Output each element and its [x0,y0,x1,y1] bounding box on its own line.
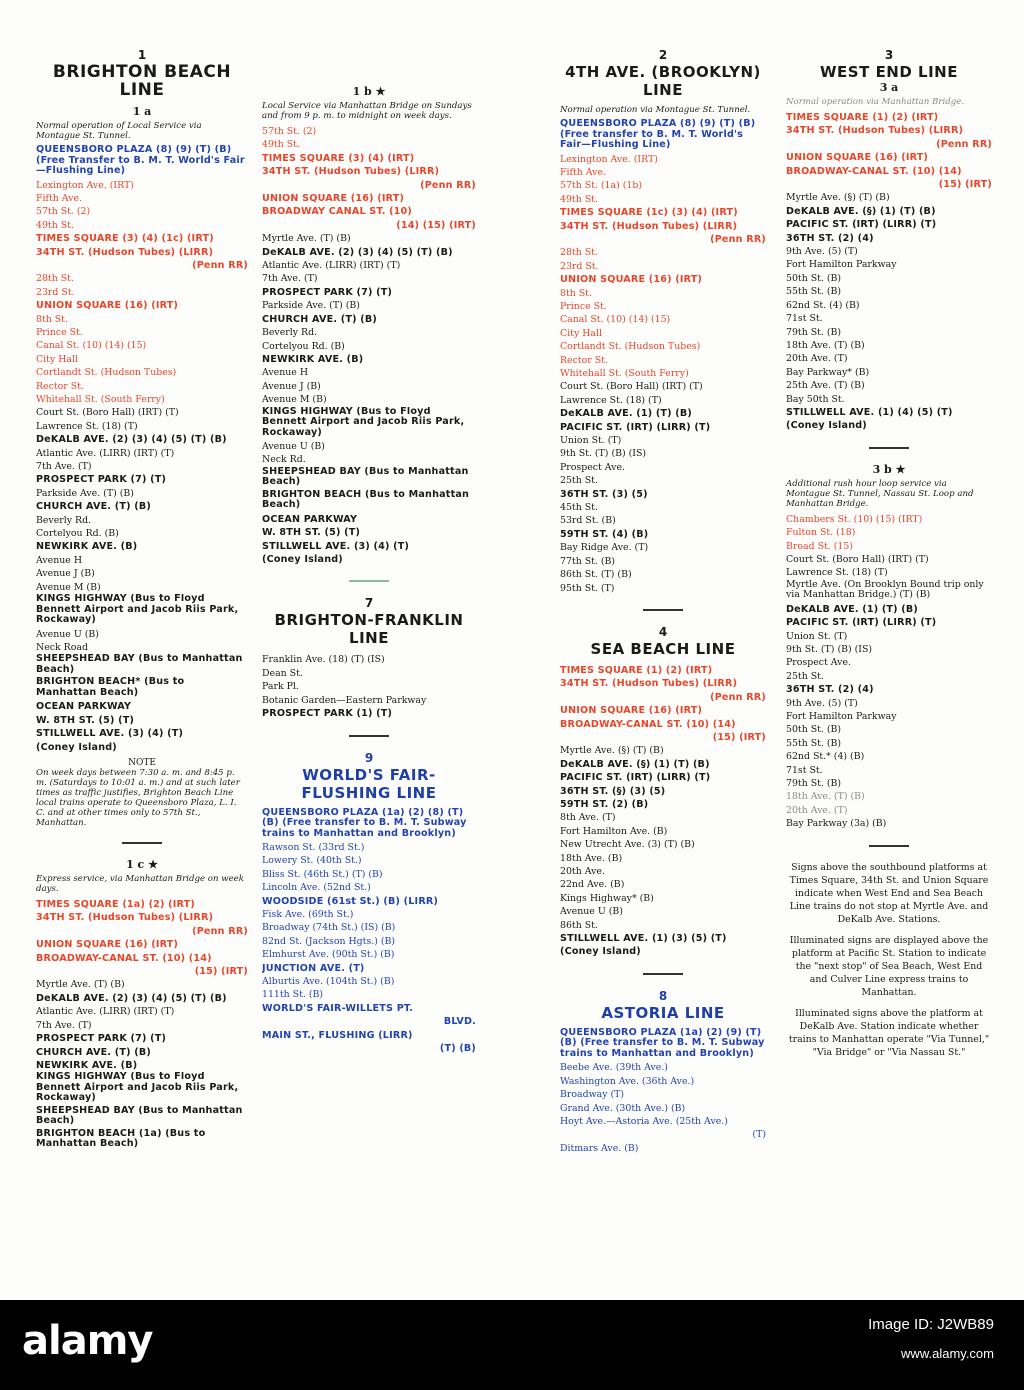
station-entry: Cortelyou Rd. (B) [262,340,345,352]
station-entry: Fort Hamilton Ave. (B) [560,825,668,837]
station-entry: 62nd St.* (4) (B) [786,751,865,763]
station-entry: Alburtis Ave. (104th St.) (B) [262,976,395,988]
station-entry: (Penn RR) [710,691,766,703]
station-entry: 20th Ave. (T) [786,353,848,365]
station-entry: SHEEPSHEAD BAY (Bus to Manhattan Beach) [36,1105,243,1127]
station-entry: MAIN ST., FLUSHING (LIRR) [262,1029,413,1041]
station-entry: (14) (15) (IRT) [396,219,476,231]
station-entry: 25th St. [786,670,824,682]
station-entry: BRIGHTON BEACH (Bus to Manhattan Beach) [262,489,470,511]
info-paragraph: Illuminated signs are displayed above the platform at Pacific St. Station to indicate the "next stop" of Sea Beach, West End and Culver Line express trains to Manhattan. [789,934,989,998]
station-entry: 8th Ave. (T) [560,812,616,824]
station-entry: DeKALB AVE. (§) (1) (T) (B) [786,205,936,217]
station-entry: DeKALB AVE. (2) (3) (4) (5) (T) (B) [36,434,227,446]
note-heading: NOTE [128,758,156,769]
station-entry: (Penn RR) [192,259,248,271]
station-entry: Elmhurst Ave. (90th St.) (B) [262,949,395,961]
station-entry: 57th St. (2) [36,206,91,218]
station-entry: Lawrence St. (18) (T) [560,394,662,406]
station-entry: Lawrence St. (18) (T) [786,567,888,579]
station-entry: New Utrecht Ave. (3) (T) (B) [560,839,695,851]
column-2 [262,44,476,1056]
station-entry: DeKALB AVE. (1) (T) (B) [560,408,692,420]
station-entry: Avenue U (B) [560,906,623,918]
station-entry: Myrtle Ave. (T) (B) [262,233,351,245]
station-entry: KINGS HIGHWAY (Bus to Floyd Bennett Airport and Jacob Riis Park, Rockaway) [36,1072,239,1104]
line-title: 4TH AVE. (BROOKLYN) LINE [565,63,761,99]
station-entry: Rector St. [36,380,84,392]
station-entry: 79th St. (B) [786,326,842,338]
station-entry: Cortlandt St. (Hudson Tubes) [560,341,701,353]
station-entry: Avenue H [262,367,309,379]
line-number: 7 [364,596,374,611]
station-entry: (Coney Island) [262,554,343,566]
station-entry: CHURCH AVE. (T) (B) [262,313,377,325]
station-entry: KINGS HIGHWAY (Bus to Floyd Bennett Airport and Jacob Riis Park, Rockaway) [36,594,239,626]
station-entry: Myrtle Ave. (§) (T) (B) [786,192,890,204]
station-entry: Avenue U (B) [262,441,325,453]
station-entry: 34TH ST. (Hudson Tubes) (LIRR) [36,912,214,924]
station-entry: Fulton St. (18) [786,527,856,539]
service-note: Normal operation of Local Service via Montague St. Tunnel. [36,121,202,141]
station-entry: Prospect Ave. [786,657,852,669]
station-entry: 49th St. [560,193,598,205]
station-entry: DeKALB AVE. (§) (1) (T) (B) [560,758,710,770]
station-entry: UNION SQUARE (16) (IRT) [560,274,703,286]
line-title: ASTORIA LINE [601,1003,725,1022]
station-entry: BRIGHTON BEACH (1a) (Bus to Manhattan Beach) [36,1128,206,1150]
station-entry: JUNCTION AVE. (T) [262,962,365,974]
station-entry: 53rd St. (B) [560,515,616,527]
station-list [36,898,248,1152]
station-entry: 7th Ave. (T) [262,273,318,285]
station-list [262,653,476,720]
station-entry: Avenue M (B) [36,581,101,593]
station-entry: Parkside Ave. (T) (B) [36,487,134,499]
station-entry: Fifth Ave. [560,166,606,178]
station-entry: BROADWAY CANAL ST. (10) [262,206,413,218]
divider [869,447,909,449]
station-entry: TIMES SQUARE (3) (4) (1c) (IRT) [36,233,214,245]
station-entry: UNION SQUARE (16) (IRT) [786,152,929,164]
station-entry: Myrtle Ave. (§) (T) (B) [560,745,664,757]
station-entry: PROSPECT PARK (1) (T) [262,708,393,720]
divider [349,735,389,737]
station-entry: 28th St. [560,247,598,259]
line-number: 3 [884,48,894,62]
divider [869,845,909,847]
station-entry: STILLWELL AVE. (1) (3) (5) (T) [560,933,727,945]
station-entry: PACIFIC ST. (IRT) (LIRR) (T) [560,421,711,433]
station-entry: 7th Ave. (T) [36,461,92,473]
station-entry: City Hall [560,327,602,339]
station-entry: 8th St. [560,287,592,299]
station-entry: 34TH ST. (Hudson Tubes) (LIRR) [786,125,964,137]
station-entry: TIMES SQUARE (1a) (2) (IRT) [36,899,196,911]
station-entry: 62nd St. (4) (B) [786,299,860,311]
station-entry: Union St. (T) [560,435,622,447]
service-note: On week days between 7:30 a. m. and 8:45 p. m. (Saturdays to 10:01 a. m.) and at such later times as traffic justifies, Brighton Beach Line local trains operate to Queensboro Plaza, L. I. C. and at other times only to 57th St., Manhattan. [36,768,240,829]
station-entry: Lexington Ave. (IRT) [36,179,134,191]
station-entry: Chambers St. (10) (15) (IRT) [786,513,923,525]
station-entry: 36TH ST. (3) (5) [560,488,648,500]
station-entry: W. 8TH ST. (5) (T) [36,714,135,726]
station-entry: 57th St. (1a) (1b) [560,180,642,192]
station-entry: Myrtle Ave. (T) (B) [36,979,125,991]
station-list [786,513,992,831]
station-entry: W. 8TH ST. (5) (T) [262,527,361,539]
station-entry: Whitehall St. (South Ferry) [36,394,165,405]
station-entry: Rawson St. (33rd St.) [262,842,365,853]
station-entry: UNION SQUARE (16) (IRT) [560,705,703,717]
station-entry: UNION SQUARE (16) (IRT) [36,300,179,312]
station-entry: (Coney Island) [786,420,867,432]
station-entry: PROSPECT PARK (7) (T) [36,474,167,486]
station-entry: 55th St. (B) [786,286,842,298]
station-entry: QUEENSBORO PLAZA (1a) (2) (9) (T) (B) (Free transfer to B. M. T. Subway trains to Manhattan and Brooklyn) [560,1027,765,1059]
station-entry: Canal St. (10) (14) (15) [560,314,671,326]
station-entry: PROSPECT PARK (7) (T) [36,1033,167,1045]
station-entry: UNION SQUARE (16) (IRT) [36,939,179,951]
station-entry: Broad St. (15) [786,540,853,552]
info-paragraph: Illuminated signs above the platform at DeKalb Ave. Station indicate whether trains to Manhattan operate "Via Tunnel," "Via Bridge" or "Via Nassau St." [788,1007,990,1058]
site-url: www.alamy.com [901,1346,994,1361]
station-entry: Avenue J (B) [36,568,95,580]
station-entry: Avenue M (B) [262,394,327,406]
station-entry: Fort Hamilton Parkway [786,259,897,271]
image-id: Image ID: J2WB89 [868,1316,994,1333]
watermark-footer [0,1300,1024,1390]
line-number: 4 [658,624,668,639]
station-entry: Atlantic Ave. (LIRR) (IRT) (T) [262,260,401,272]
station-entry: Atlantic Ave. (LIRR) (IRT) (T) [36,1006,175,1018]
service-label: 3 a [879,81,899,94]
service-label: 1 b ★ [352,85,386,98]
station-entry: Court St. (Boro Hall) (IRT) (T) [560,381,703,393]
station-list [786,111,992,433]
station-entry: TIMES SQUARE (1c) (3) (4) (IRT) [560,207,738,219]
station-entry: 86th St. [560,919,598,931]
station-entry: Bay Ridge Ave. (T) [560,542,649,554]
line-title: WORLD'S FAIR-FLUSHING LINE [301,765,437,802]
spacer [262,44,476,81]
station-entry: NEWKIRK AVE. (B) [36,541,138,553]
station-entry: BROADWAY-CANAL ST. (10) (14) [560,718,736,730]
station-entry: BROADWAY-CANAL ST. (10) (14) [36,952,212,964]
station-entry: (15) (IRT) [938,179,992,191]
station-entry: Avenue U (B) [36,628,99,640]
station-entry: 34TH ST. (Hudson Tubes) (LIRR) [262,166,440,178]
station-entry: (15) (IRT) [712,731,766,743]
station-entry: 34TH ST. (Hudson Tubes) (LIRR) [36,246,214,258]
station-entry: NEWKIRK AVE. (B) [262,353,364,365]
station-entry: Fifth Ave. [36,192,82,204]
line-title: BRIGHTON BEACH LINE [52,62,232,100]
station-entry: Broadway (T) [560,1089,625,1101]
station-entry: 28th St. [36,273,74,285]
station-entry: Prospect Ave. [560,461,626,473]
line-number: 9 [364,750,374,765]
service-note: Normal operation via Montague St. Tunnel. [560,105,751,115]
station-list [262,808,476,1056]
station-entry: 50th St. (B) [786,724,842,736]
station-entry: Bliss St. (46th St.) (T) (B) [262,868,383,880]
station-entry: Myrtle Ave. (On Brooklyn Bound trip only via Manhattan Bridge.) (T) (B) [786,579,984,601]
station-entry: CHURCH AVE. (T) (B) [36,1046,151,1058]
station-entry: 7th Ave. (T) [36,1019,92,1031]
station-list [560,119,766,595]
service-note: Express service, via Manhattan Bridge on week days. [36,874,244,895]
station-entry: 34TH ST. (Hudson Tubes) (LIRR) [560,678,738,690]
station-entry: Cortelyou Rd. (B) [36,528,119,540]
station-entry: 9th St. (T) (B) (IS) [560,448,647,460]
station-list [560,664,766,959]
station-entry: STILLWELL AVE. (3) (4) (T) [36,728,184,740]
station-entry: (Penn RR) [710,233,766,245]
station-entry: PROSPECT PARK (7) (T) [262,286,393,298]
station-entry: Parkside Ave. (T) (B) [262,300,360,312]
station-entry: 57th St. (2) [262,126,317,137]
station-entry: Park Pl. [262,681,299,693]
station-entry: 77th St. (B) [560,555,616,567]
service-label: 1 a [132,105,152,118]
station-entry: PACIFIC ST. (IRT) (LIRR) (T) [560,772,711,784]
station-entry: OCEAN PARKWAY [262,513,358,525]
station-entry: Bay Parkway* (B) [786,366,870,378]
station-entry: Bay Parkway (3a) (B) [786,818,887,830]
station-entry: 18th Ave. (B) [560,852,623,864]
station-entry: (15) (IRT) [194,966,248,978]
station-entry: 22nd Ave. (B) [560,879,625,891]
station-entry: (Penn RR) [936,138,992,150]
station-entry: Prince St. [560,300,607,312]
station-entry: 25th Ave. (T) (B) [786,380,865,392]
station-entry: 9th Ave. (5) (T) [786,697,858,709]
station-entry: 59TH ST. (4) (B) [560,528,649,540]
station-entry: 25th St. [560,475,598,487]
station-entry: Dean St. [262,667,303,679]
station-entry: 71st St. [786,313,823,325]
station-entry: WOODSIDE (61st St.) (B) (LIRR) [262,895,439,907]
service-note: Additional rush hour loop service via Montague St. Tunnel, Nassau St. Loop and Manhattan Bridge. [786,478,974,509]
station-entry: Beebe Ave. (39th Ave.) [560,1062,668,1074]
station-entry: Washington Ave. (36th Ave.) [560,1075,695,1087]
station-entry: Bay 50th St. [786,393,845,405]
station-entry: (Penn RR) [420,179,476,191]
station-entry: PACIFIC ST. (IRT) (LIRR) (T) [786,219,937,231]
station-entry: Avenue J (B) [262,380,321,392]
service-note: Local Service via Manhattan Bridge on Sundays and from 9 p. m. to midnight on week days. [262,101,472,121]
station-entry: 55th St. (B) [786,737,842,749]
station-entry: Lawrence St. (18) (T) [36,420,138,432]
station-entry: Kings Highway* (B) [560,892,654,904]
station-entry: Prince St. [36,326,83,338]
station-entry: WORLD'S FAIR-WILLETS PT. [262,1002,414,1014]
station-entry: 9th Ave. (5) (T) [786,246,858,258]
station-entry: Beverly Rd. [36,514,92,526]
station-entry: City Hall [36,353,78,365]
station-entry: QUEENSBORO PLAZA (8) (9) (T) (B) (Free Transfer to B. M. T. World's Fair—Flushing Line) [36,145,245,176]
line-title: WEST END LINE [820,63,958,81]
station-entry: 59TH ST. (2) (B) [560,798,649,810]
divider [643,973,683,975]
column-1 [36,44,248,1152]
station-entry: SHEEPSHEAD BAY (Bus to Manhattan Beach) [262,466,469,488]
station-entry: 18th Ave. (T) (B) [786,791,865,803]
station-entry: Neck Rd. [262,454,306,466]
station-entry: 82nd St. (Jackson Hgts.) (B) [262,935,396,947]
station-entry: QUEENSBORO PLAZA (1a) (2) (8) (T) (B) (Free transfer to B. M. T. Subway trains to Manhattan and Brooklyn) [262,807,467,839]
station-entry: 50th St. (B) [786,272,842,284]
station-entry: 8th St. [36,313,68,325]
station-entry: 111th St. (B) [262,989,324,1001]
station-entry: 36TH ST. (2) (4) [786,684,874,696]
station-entry: UNION SQUARE (16) (IRT) [262,193,405,205]
station-entry: 45th St. [560,502,598,514]
column-4 [786,44,992,1067]
info-paragraph: Signs above the southbound platforms at Times Square, 34th St. and Union Square indicate when West End and Sea Beach Line trains do not stop at Myrtle Ave. and DeKalb Ave. Stations. [789,861,989,925]
station-entry: BLVD. [443,1016,476,1028]
station-entry: (Coney Island) [560,946,641,958]
station-list [560,1028,766,1155]
station-entry: 23rd St. [36,286,75,298]
station-entry: Lowery St. (40th St.) [262,855,362,867]
station-entry: Grand Ave. (30th Ave.) (B) [560,1102,686,1114]
station-entry: (T) [752,1129,766,1141]
station-entry: Atlantic Ave. (LIRR) (IRT) (T) [36,447,175,459]
station-list [262,125,476,566]
station-entry: 86th St. (T) (B) [560,569,632,581]
line-number: 8 [658,988,668,1003]
station-entry: TIMES SQUARE (1) (2) (IRT) [786,112,939,123]
column-3 [560,44,766,1155]
station-entry: 36TH ST. (2) (4) [786,232,874,244]
station-entry: 18th Ave. (T) (B) [786,339,865,351]
station-entry: KINGS HIGHWAY (Bus to Floyd Bennett Airport and Jacob Riis Park, Rockaway) [262,406,465,438]
line-number: 2 [658,48,668,62]
station-entry: 34TH ST. (Hudson Tubes) (LIRR) [560,220,738,232]
service-label: 1 c ★ [126,858,158,872]
station-entry: CHURCH AVE. (T) (B) [36,501,151,513]
station-entry: Hoyt Ave.—Astoria Ave. (25th Ave.) [560,1115,728,1127]
station-entry: (T) (B) [439,1043,476,1055]
station-entry: Broadway (74th St.) (IS) (B) [262,922,396,934]
station-entry: Fisk Ave. (69th St.) [262,909,354,921]
station-entry: Fort Hamilton Parkway [786,711,897,723]
station-entry: Court St. (Boro Hall) (IRT) (T) [786,553,929,565]
station-entry: QUEENSBORO PLAZA (8) (9) (T) (B) (Free transfer to B. M. T. World's Fair—Flushing Line) [560,119,756,150]
divider [122,842,162,844]
station-entry: 9th St. (T) (B) (IS) [786,644,873,655]
station-entry: STILLWELL AVE. (3) (4) (T) [262,540,410,552]
station-entry: 23rd St. [560,260,599,272]
station-entry: PACIFIC ST. (IRT) (LIRR) (T) [786,617,937,629]
line-title: BRIGHTON-FRANKLIN LINE [274,611,464,648]
divider [349,580,389,582]
station-entry: Ditmars Ave. (B) [560,1142,639,1154]
station-entry: (Penn RR) [192,925,248,937]
line-title: SEA BEACH LINE [590,639,736,658]
station-entry: Lincoln Ave. (52nd St.) [262,882,371,894]
station-entry: Lexington Ave. (IRT) [560,153,658,165]
station-entry: Union St. (T) [786,630,848,642]
service-label: 3 b ★ [872,462,906,476]
station-entry: BROADWAY-CANAL ST. (10) (14) [786,165,962,177]
station-entry: TIMES SQUARE (3) (4) (IRT) [262,152,415,164]
service-note: Normal operation via Manhattan Bridge. [786,97,965,107]
station-entry: Cortlandt St. (Hudson Tubes) [36,367,177,379]
station-entry: DeKALB AVE. (1) (T) (B) [786,603,918,615]
station-entry: Franklin Ave. (18) (T) (IS) [262,654,385,666]
station-entry: SHEEPSHEAD BAY (Bus to Manhattan Beach) [36,654,243,675]
station-entry: 95th St. (T) [560,582,615,594]
station-entry: Whitehall St. (South Ferry) [560,368,689,379]
station-entry: BRIGHTON BEACH* (Bus to Manhattan Beach) [36,677,185,698]
station-list [36,145,248,754]
station-entry: 20th Ave. (T) [786,804,848,816]
station-entry: Botanic Garden—Eastern Parkway [262,694,427,706]
divider [643,609,683,611]
station-entry: Neck Road [36,642,88,653]
station-entry: NEWKIRK AVE. (B) [36,1059,138,1071]
station-entry: Beverly Rd. [262,327,318,339]
station-entry: 49th St. [36,219,74,231]
station-entry: 20th Ave. [560,866,605,877]
line-number: 1 [137,48,147,62]
station-entry: 71st St. [786,764,823,776]
station-entry: 79th St. (B) [786,778,842,790]
station-entry: 49th St. [262,139,300,151]
station-entry: Court St. (Boro Hall) (IRT) (T) [36,407,179,419]
station-entry: DeKALB AVE. (2) (3) (4) (5) (T) (B) [262,246,453,258]
station-entry: OCEAN PARKWAY [36,701,132,713]
station-entry: Rector St. [560,354,608,366]
station-entry: 36TH ST. (§) (3) (5) [560,785,666,797]
station-entry: TIMES SQUARE (1) (2) (IRT) [560,664,713,676]
station-entry: Avenue H [36,554,83,566]
station-entry: DeKALB AVE. (2) (3) (4) (5) (T) (B) [36,992,227,1004]
alamy-logo: alamy [22,1318,153,1364]
station-entry: (Coney Island) [36,741,117,753]
station-entry: Canal St. (10) (14) (15) [36,340,147,352]
station-entry: STILLWELL AVE. (1) (4) (5) (T) [786,406,953,418]
